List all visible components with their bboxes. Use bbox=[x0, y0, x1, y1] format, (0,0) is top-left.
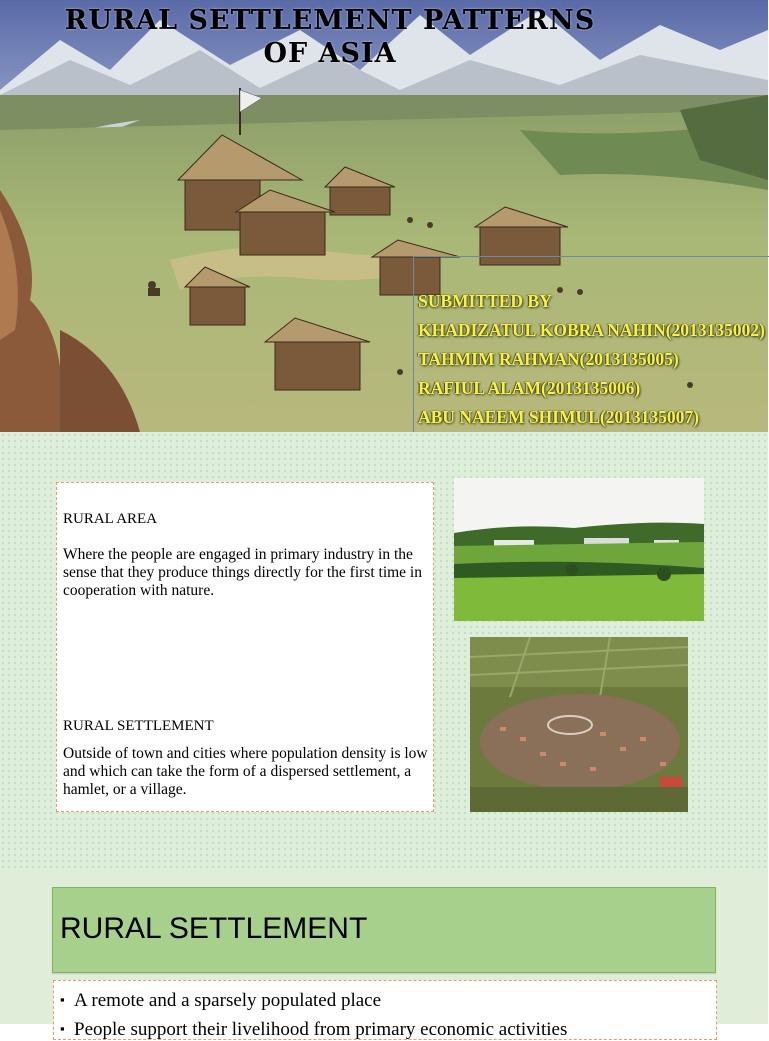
member-name: KHADIZATUL KOBRA NAHIN(2013135002) bbox=[418, 320, 765, 340]
title-line-2: OF ASIA bbox=[263, 38, 397, 69]
aerial-village-photo bbox=[470, 637, 688, 812]
member-name: TAHMIM RAHMAN(2013135005) bbox=[418, 349, 679, 369]
title-line-1: RURAL SETTLEMENT PATTERNS bbox=[64, 5, 596, 36]
list-item-text: People support their livelihood from primary economic activities bbox=[74, 1019, 568, 1040]
section-title: RURAL SETTLEMENT bbox=[60, 912, 368, 945]
member-name: RAFIUL ALAM(2013135006) bbox=[418, 378, 641, 398]
rural-settlement-text: Outside of town and cities where population density is low and which can take the form of a dispersed settlement, a hamlet, or a village. bbox=[63, 745, 428, 798]
member-name: ABU NAEEM SHIMUL(2013135007) bbox=[418, 407, 699, 427]
rural-settlement-heading: RURAL SETTLEMENT bbox=[63, 718, 214, 734]
list-item bbox=[60, 990, 381, 1012]
list-item-text: A remote and a sparsely populated place bbox=[74, 990, 382, 1011]
submitted-list bbox=[418, 287, 765, 432]
list-item bbox=[60, 1019, 567, 1041]
definitions-card bbox=[56, 482, 434, 812]
rural-settlement-slide bbox=[0, 872, 768, 1040]
section-header bbox=[52, 887, 716, 973]
rural-area-text: Where the people are engaged in primary industry in the sense that they produce things directly for the first time in cooperation with nature. bbox=[63, 546, 422, 599]
rural-area-heading: RURAL AREA bbox=[63, 511, 158, 527]
bullet-marker-icon: ▪ bbox=[60, 1021, 65, 1036]
bullet-list bbox=[53, 980, 717, 1040]
bullet-marker-icon: ▪ bbox=[60, 992, 65, 1007]
presentation-title bbox=[0, 4, 660, 70]
countryside-photo bbox=[454, 478, 704, 621]
rural-definitions-slide bbox=[0, 432, 768, 872]
submitted-by-label: SUBMITTED BY bbox=[418, 291, 552, 311]
title-slide bbox=[0, 0, 768, 432]
